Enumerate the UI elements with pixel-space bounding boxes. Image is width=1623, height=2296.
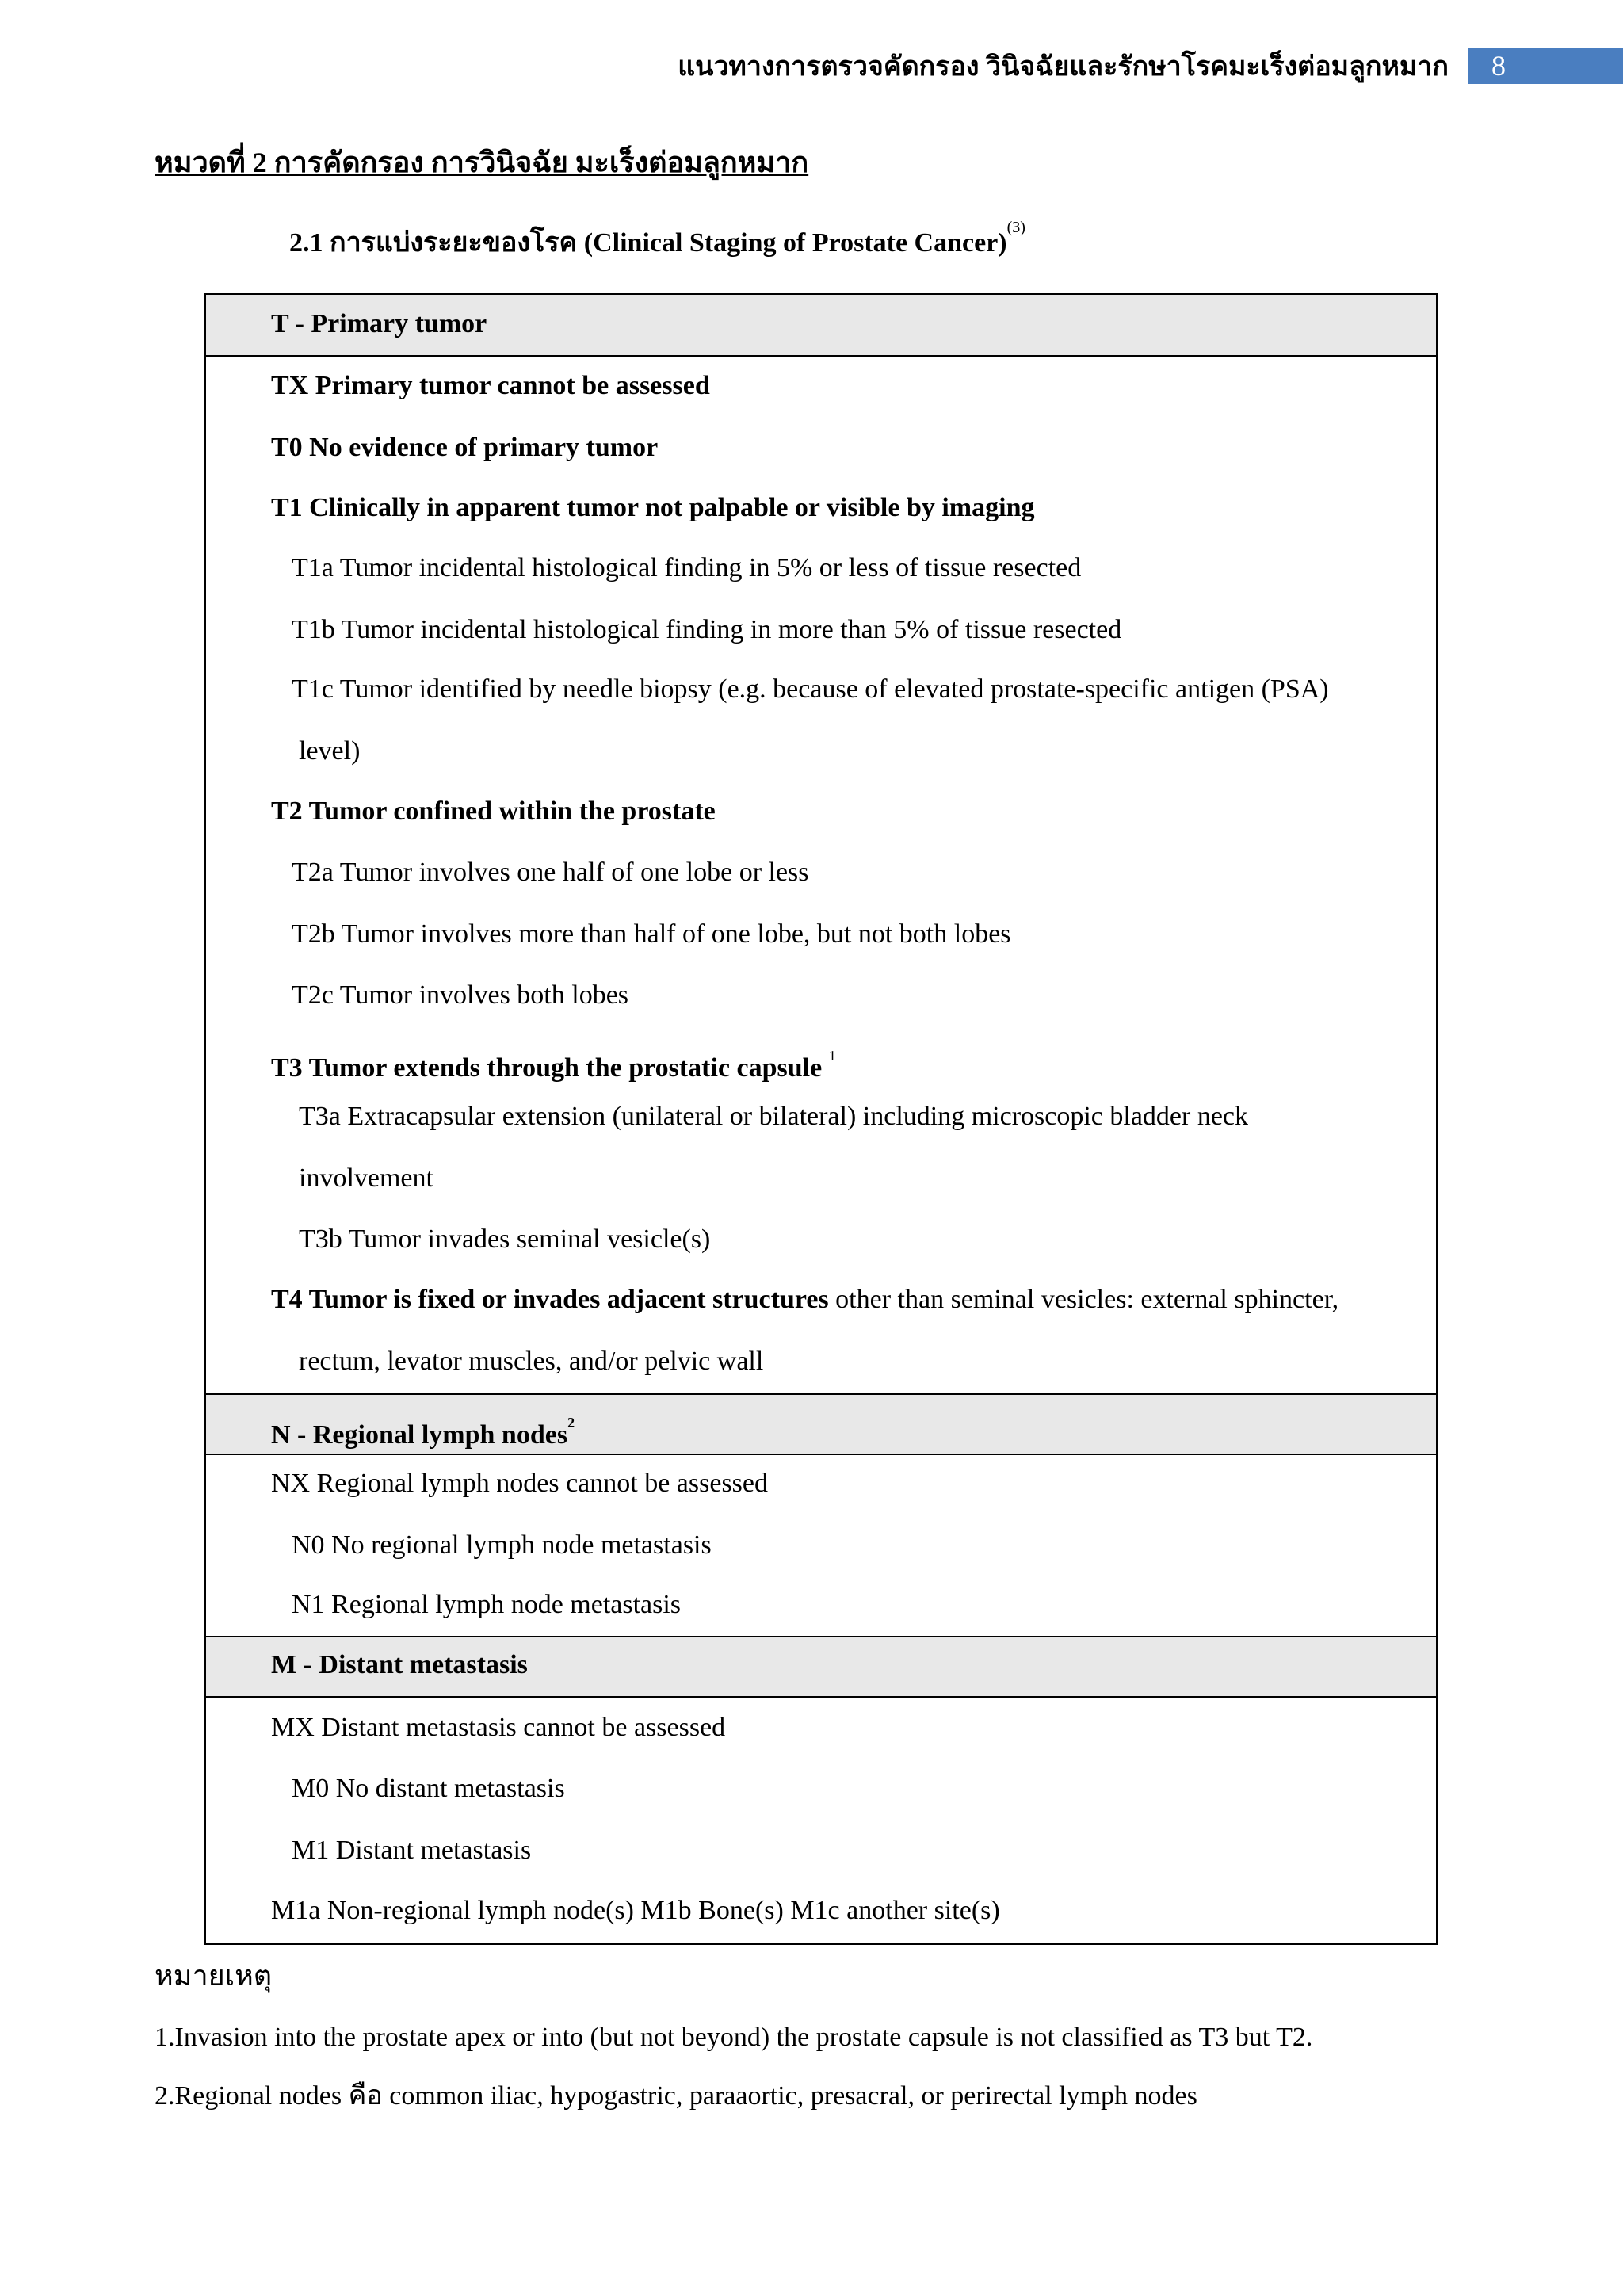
t0-row: T0 No evidence of primary tumor	[271, 433, 659, 462]
m1-subcategories-row: M1a Non-regional lymph node(s) M1b Bone(s) M1c another site(s)	[271, 1896, 1000, 1925]
t3b-row: T3b Tumor invades seminal vesicle(s)	[299, 1224, 711, 1254]
nx-row: NX Regional lymph nodes cannot be assessed	[271, 1469, 768, 1498]
t1c-row: T1c Tumor identified by needle biopsy (e.g. because of elevated prostate-specific antigen (PSA)	[292, 674, 1329, 704]
t2-row: T2 Tumor confined within the prostate	[271, 797, 716, 826]
t1a-row: T1a Tumor incidental histological finding in 5% or less of tissue resected	[292, 553, 1082, 583]
t1-row: T1 Clinically in apparent tumor not palpable or visible by imaging	[271, 493, 1035, 522]
m0-row: M0 No distant metastasis	[292, 1774, 565, 1803]
n-footnote-ref: 2	[567, 1415, 575, 1431]
m-header-label: M - Distant metastasis	[271, 1650, 528, 1679]
mx-row: MX Distant metastasis cannot be assessed	[271, 1713, 726, 1742]
m1-row: M1 Distant metastasis	[292, 1836, 532, 1865]
t3a-row: T3a Extracapsular extension (unilateral or bilateral) including microscopic bladder neck	[299, 1102, 1249, 1131]
notes-label: หมายเหตุ	[155, 1960, 273, 1992]
n-header-label	[271, 1405, 575, 1453]
subsection-title	[289, 208, 1025, 263]
note-1: 1.Invasion into the prostate apex or into (but not beyond) the prostate capsule is not classified as T3 but T2.	[155, 2023, 1313, 2052]
n0-row: N0 No regional lymph node metastasis	[292, 1530, 712, 1560]
tx-row: TX Primary tumor cannot be assessed	[271, 371, 710, 400]
t2a-row: T2a Tumor involves one half of one lobe or less	[292, 858, 809, 887]
t4-row-bold-text: T4 Tumor is fixed or invades adjacent structures	[271, 1285, 829, 1314]
t3-row-text: T3 Tumor extends through the prostatic capsule	[271, 1053, 823, 1083]
page-number-badge: 8	[1468, 48, 1623, 84]
t4-row-continued: rectum, levator muscles, and/or pelvic wall	[299, 1347, 764, 1376]
t3-footnote-ref: 1	[828, 1048, 836, 1064]
t2c-row: T2c Tumor involves both lobes	[292, 980, 629, 1010]
section-title: หมวดที่ 2 การคัดกรอง การวินิจฉัย มะเร็งต่อมลูกหมาก	[155, 147, 809, 178]
t1c-row-continued: level)	[299, 736, 361, 766]
t3a-row-continued: involvement	[299, 1163, 433, 1193]
t4-row	[271, 1282, 1338, 1317]
subsection-reference: (3)	[1006, 219, 1025, 236]
note-2: 2.Regional nodes คือ common iliac, hypogastric, paraaortic, presacral, or perirectal lymph nodes	[155, 2081, 1197, 2111]
document-header-title: แนวทางการตรวจคัดกรอง วินิจฉัยและรักษาโรคมะเร็งต่อมลูกหมาก	[678, 52, 1449, 82]
t1b-row: T1b Tumor incidental histological finding in more than 5% of tissue resected	[292, 615, 1122, 644]
staging-table	[204, 293, 1438, 1945]
subsection-title-text: 2.1 การแบ่งระยะของโรค (Clinical Staging of Prostate Cancer)	[289, 228, 1007, 258]
n1-row: N1 Regional lymph node metastasis	[292, 1590, 682, 1619]
t3-row	[271, 1038, 836, 1086]
n-header-text: N - Regional lymph nodes	[271, 1420, 568, 1450]
t-header-label: T - Primary tumor	[271, 309, 487, 338]
t2b-row: T2b Tumor involves more than half of one lobe, but not both lobes	[292, 919, 1011, 949]
t4-row-text: other than seminal vesicles: external sphincter,	[828, 1285, 1339, 1314]
